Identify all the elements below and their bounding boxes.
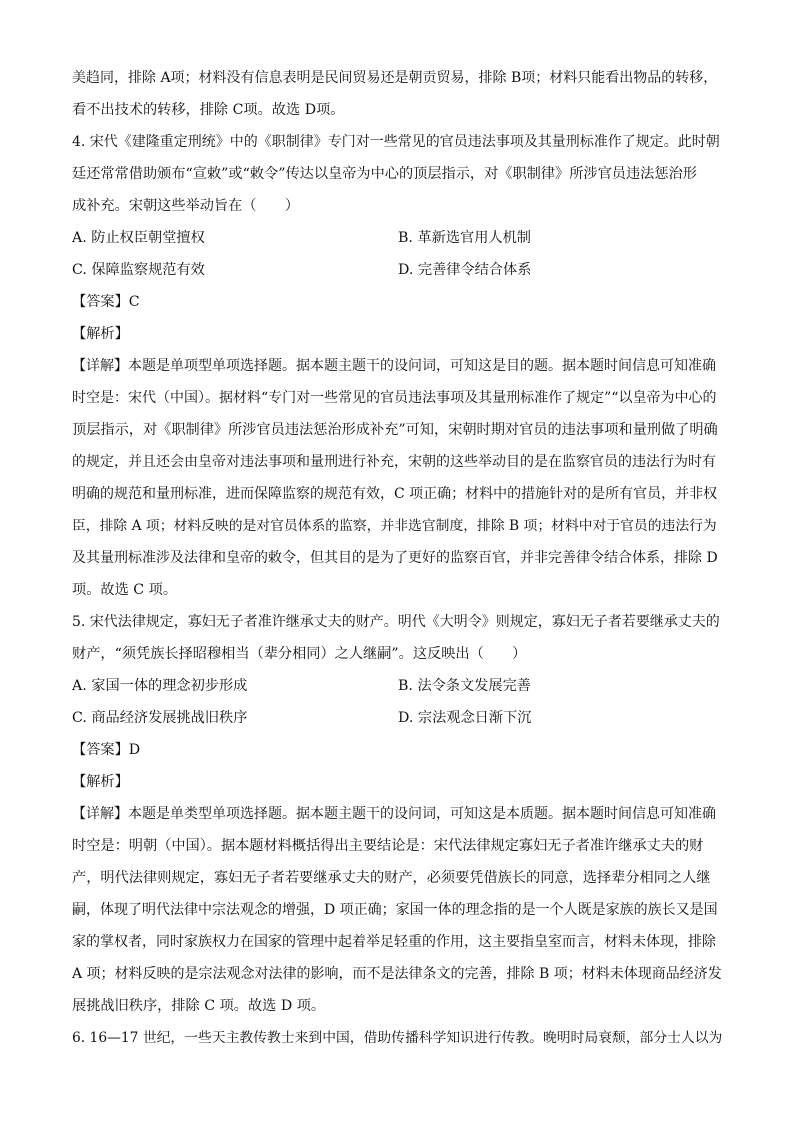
- detail-line: A 项；材料反映的是宗法观念对法律的影响，而不是法律条文的完善，排除 B 项；材料未体现商品经济发: [72, 966, 722, 982]
- detail-line: 臣，排除 A 项；材料反映的是对官员体系的监察，并非选官制度，排除 B 项；材料中对于官员的违法行为: [72, 518, 717, 534]
- detail-line: 项。故选 C 项。: [72, 582, 178, 598]
- option-b: B. 法令条文发展完善: [398, 678, 531, 694]
- question-5-stem: 财产，“须凭族长择昭穆相当（辈分相同）之人继嗣”。这反映出（ ）: [72, 646, 527, 662]
- detail-line: 及其量刑标准涉及法律和皇帝的敕令，但其目的是为了更好的监察百官，并非完善律令结合体系，排除 D: [72, 550, 718, 566]
- detail-line: 【详解】本题是单项型单项选择题。据本题主题干的设问词，可知这是目的题。据本题时间信息可知准确: [72, 358, 716, 374]
- detail-line: 展挑战旧秩序，排除 C 项。故选 D 项。: [72, 998, 326, 1014]
- option-a: A. 防止权臣朝堂擅权: [72, 230, 205, 246]
- answer-label: 【答案】C: [72, 294, 140, 310]
- question-4-stem: 4. 宋代《建隆重定刑统》中的《职制律》专门对一些常见的官员违法事项及其量刑标准作了规定。此时朝: [72, 134, 720, 150]
- option-a: A. 家国一体的理念初步形成: [72, 678, 248, 694]
- option-d: D. 完善律令结合体系: [398, 262, 532, 278]
- answer-label: 【答案】D: [72, 742, 141, 758]
- question-4-stem: 成补充。宋朝这些举动旨在（ ）: [72, 198, 300, 214]
- text-line: 美趋同，排除 A项；材料没有信息表明是民间贸易还是朝贡贸易，排除 B项；材料只能看出物品的转移，: [72, 70, 718, 86]
- detail-line: 嗣，体现了明代法律中宗法观念的增强，D 项正确；家国一体的理念指的是一个人既是家族的族长又是国: [72, 902, 718, 918]
- question-5-stem: 5. 宋代法律规定，寡妇无子者准许继承丈夫的财产。明代《大明令》则规定，寡妇无子者若要继承丈夫的: [72, 614, 720, 630]
- detail-line: 顶层指示，对《职制律》所涉官员违法惩治形成补充”可知，宋朝时期对官员的违法事项和量刑做了明确: [72, 422, 718, 438]
- option-c: C. 保障监察规范有效: [72, 262, 205, 278]
- analysis-label: 【解析】: [72, 326, 129, 342]
- detail-line: 家的掌权者，同时家族权力在国家的管理中起着举足轻重的作用，这主要指皇室而言，材料未体现，排除: [72, 934, 716, 950]
- text-line: 看不出技术的转移，排除 C项。故选 D项。: [72, 102, 345, 118]
- option-d: D. 宗法观念日渐下沉: [398, 710, 532, 726]
- detail-line: 明确的规范和量刑标准，进而保障监察的规范有效，C 项正确；材料中的措施针对的是所有官员，并非权: [72, 486, 718, 502]
- detail-line: 时空是：宋代（中国）。据材料“专门对一些常见的官员违法事项及其量刑标准作了规定”“以皇帝为中心的: [72, 390, 717, 406]
- question-4-stem: 廷还常常借助颁布“宣敕”或“敕令”传达以皇帝为中心的顶层指示，对《职制律》所涉官员违法惩治形: [72, 166, 697, 182]
- option-b: B. 革新选官用人机制: [398, 230, 531, 246]
- detail-line: 时空是：明朝（中国）。据本题材料概括得出主要结论是：宋代法律规定寡妇无子者准许继承丈夫的财: [72, 838, 704, 854]
- detail-line: 的规定，并且还会由皇帝对违法事项和量刑进行补充，宋朝的这些举动目的是在监察官员的违法行为时有: [72, 454, 716, 470]
- detail-line: 【详解】本题是单类型单项选择题。据本题主题干的设问词，可知这是本质题。据本题时间信息可知准确: [72, 806, 716, 822]
- question-6-stem: 6. 16—17 世纪，一些天主教传教士来到中国，借助传播科学知识进行传教。晚明时局衰颓，部分士人以为: [72, 1030, 723, 1046]
- option-c: C. 商品经济发展挑战旧秩序: [72, 710, 248, 726]
- analysis-label: 【解析】: [72, 774, 129, 790]
- detail-line: 产，明代法律则规定，寡妇无子者若要继承丈夫的财产，必须要凭借族长的同意，选择辈分相同之人继: [72, 870, 711, 886]
